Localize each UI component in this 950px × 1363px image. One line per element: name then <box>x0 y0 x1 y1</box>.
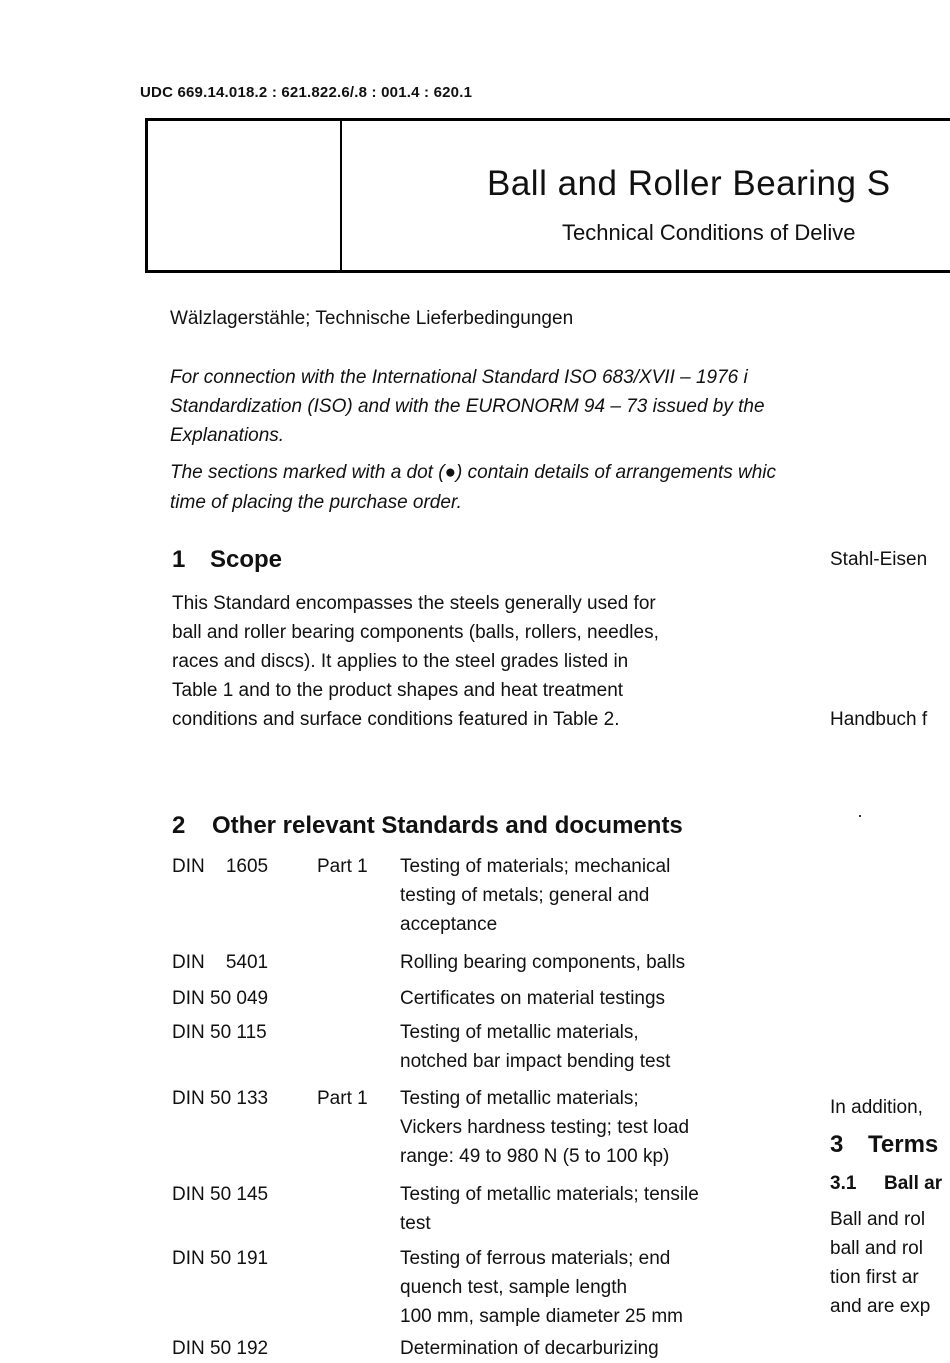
terms-text-line: tion first ar <box>830 1267 919 1288</box>
standard-description-line: Testing of metallic materials, <box>400 1022 639 1043</box>
standard-description <box>400 1334 659 1363</box>
standard-description-line: range: 49 to 980 N (5 to 100 kp) <box>400 1146 670 1167</box>
standard-description <box>400 984 665 1013</box>
standard-description-line: Vickers hardness testing; test load <box>400 1117 690 1138</box>
speck-dot <box>859 815 861 817</box>
standard-description-line: Rolling bearing components, balls <box>400 952 686 973</box>
intro-line: For connection with the International Standard ISO 683/XVII – 1976 i <box>170 367 748 388</box>
standard-description-line: 100 mm, sample diameter 25 mm <box>400 1306 683 1327</box>
standard-description-line: Testing of ferrous materials; end <box>400 1248 671 1269</box>
header-box-divider <box>340 118 342 273</box>
standard-description-line: Testing of metallic materials; tensile <box>400 1184 699 1205</box>
subsection-heading: Ball ar <box>884 1173 943 1194</box>
standard-description <box>400 1244 683 1331</box>
standard-description-line: quench test, sample length <box>400 1277 628 1298</box>
standard-code: DIN 5401 <box>172 952 269 973</box>
stahl-eisen-text: Stahl-Eisen <box>830 549 928 570</box>
intro-line: Explanations. <box>170 425 285 446</box>
standard-description-line: test <box>400 1213 431 1234</box>
standard-description-line: testing of metals; general and <box>400 885 650 906</box>
standards-heading: Other relevant Standards and documents <box>212 812 683 839</box>
standard-code: DIN 50 049 <box>172 988 269 1009</box>
standard-code: DIN 50 191 <box>172 1248 269 1269</box>
note-line: The sections marked with a dot (●) contain details of arrangements whic <box>170 462 777 483</box>
terms-text-line: ball and rol <box>830 1238 923 1259</box>
note-line: time of placing the purchase order. <box>170 492 462 513</box>
scope-text-line: This Standard encompasses the steels generally used for <box>172 593 656 614</box>
standard-description-line: acceptance <box>400 914 498 935</box>
header-box-left <box>145 118 148 273</box>
scope-text-line: conditions and surface conditions featured in Table 2. <box>172 709 620 730</box>
standard-description-line: Certificates on material testings <box>400 988 666 1009</box>
standard-part: Part 1 <box>317 1088 368 1109</box>
addition-text: In addition, <box>830 1097 923 1118</box>
standard-code: DIN 50 145 <box>172 1184 269 1205</box>
standard-description-line: Testing of metallic materials; <box>400 1088 639 1109</box>
scope-text-line: races and discs). It applies to the steel grades listed in <box>172 651 629 672</box>
terms-heading: Terms <box>868 1131 939 1158</box>
standard-part: Part 1 <box>317 856 368 877</box>
standard-description <box>400 1018 670 1076</box>
scope-heading-number: 1 <box>172 546 186 573</box>
standard-code: DIN 50 192 <box>172 1338 269 1359</box>
standard-description <box>400 1180 699 1238</box>
german-title: Wälzlagerstähle; Technische Lieferbedingungen <box>170 308 574 329</box>
header-box-top <box>145 118 950 121</box>
standard-code: DIN 50 115 <box>172 1022 267 1043</box>
standard-code: DIN 1605 <box>172 856 269 877</box>
handbuch-text: Handbuch f <box>830 709 928 730</box>
terms-text-line: Ball and rol <box>830 1209 926 1230</box>
terms-heading-number: 3 <box>830 1131 844 1158</box>
document-title: Ball and Roller Bearing S <box>487 164 891 203</box>
subsection-number: 3.1 <box>830 1173 857 1194</box>
standard-description-line: Testing of materials; mechanical <box>400 856 671 877</box>
document-subtitle: Technical Conditions of Delive <box>562 220 856 245</box>
udc-classification: UDC 669.14.018.2 : 621.822.6/.8 : 001.4 : 620.1 <box>140 84 473 101</box>
intro-line: Standardization (ISO) and with the EURONORM 94 – 73 issued by the <box>170 396 765 417</box>
standard-description-line: Determination of decarburizing <box>400 1338 659 1359</box>
terms-text-line: and are exp <box>830 1296 931 1317</box>
standards-heading-number: 2 <box>172 812 186 839</box>
standard-description-line: notched bar impact bending test <box>400 1051 671 1072</box>
standard-description <box>400 948 685 977</box>
standard-code: DIN 50 133 <box>172 1088 269 1109</box>
standard-description <box>400 852 670 939</box>
scope-text-line: Table 1 and to the product shapes and heat treatment <box>172 680 624 701</box>
scope-text-line: ball and roller bearing components (balls, rollers, needles, <box>172 622 659 643</box>
header-box-bottom <box>145 270 950 273</box>
scope-heading: Scope <box>210 546 283 573</box>
standard-description <box>400 1084 689 1171</box>
